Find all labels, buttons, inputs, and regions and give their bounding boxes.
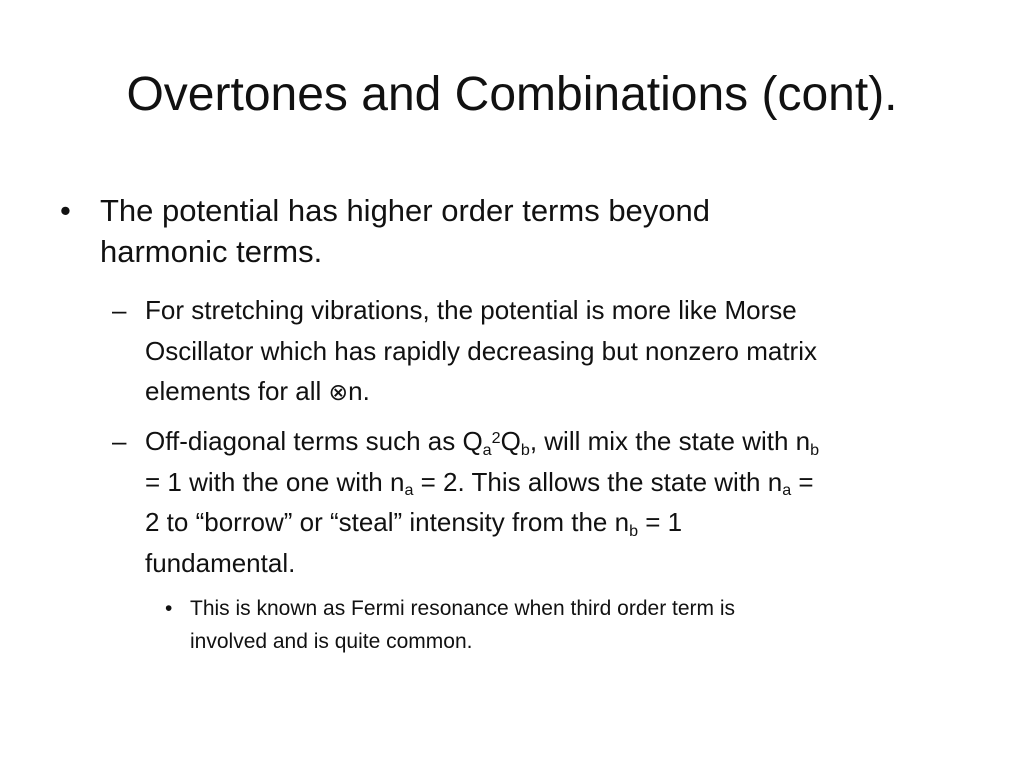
subscript: a (482, 440, 492, 459)
dash-marker: – (112, 295, 127, 325)
subscript: b (629, 521, 639, 540)
sub-bullet-text-line (145, 421, 975, 462)
bullet-item (60, 190, 860, 272)
sub-bullet-text-line: fundamental. (145, 547, 296, 578)
sub-bullet-text-line: Oscillator which has rapidly decreasing but nonzero matrix (145, 335, 817, 366)
sub-sub-bullet-item (165, 592, 890, 658)
small-bullet-marker: • (165, 597, 173, 620)
text-segment: , will mix the state with n (529, 426, 811, 456)
subscript: a (404, 481, 414, 499)
text-segment: = 1 with the one with n (145, 466, 405, 497)
subscript: a (782, 481, 792, 499)
circled-times-icon: ⊗ (328, 378, 349, 406)
sub-bullet-item (112, 290, 975, 413)
text-segment: = 2. This allows the state with n (413, 466, 783, 497)
subscript: b (810, 440, 820, 459)
sub-bullet-text-line: For stretching vibrations, the potential is more like Morse (145, 295, 797, 325)
text-segment: Off-diagonal terms such as Q (145, 426, 483, 456)
text-segment: elements for all (145, 376, 329, 406)
sub-sub-bullet-text-line: This is known as Fermi resonance when third order term is (190, 597, 736, 620)
slide-title: Overtones and Combinations (cont). (126, 68, 898, 121)
text-segment: n. (348, 376, 370, 406)
sub-bullet-text-line (145, 502, 975, 543)
text-segment: = (791, 466, 814, 497)
superscript: 2 (491, 428, 501, 447)
text-segment: Q (500, 426, 521, 456)
text-segment: 2 to “borrow” or “steal” intensity from the n (145, 507, 630, 537)
bullet-text-line: harmonic terms. (100, 234, 323, 269)
subscript: b (520, 440, 530, 459)
dash-marker: – (112, 426, 127, 456)
bullet-text-line: The potential has higher order terms beyond (100, 193, 711, 228)
sub-bullet-text-line (145, 462, 975, 503)
sub-bullet-text-line (145, 371, 975, 413)
bullet-marker: • (60, 193, 71, 228)
text-segment: = 1 (638, 507, 683, 537)
sub-bullet-item (112, 421, 975, 583)
sub-sub-bullet-text-line: involved and is quite common. (190, 630, 473, 653)
